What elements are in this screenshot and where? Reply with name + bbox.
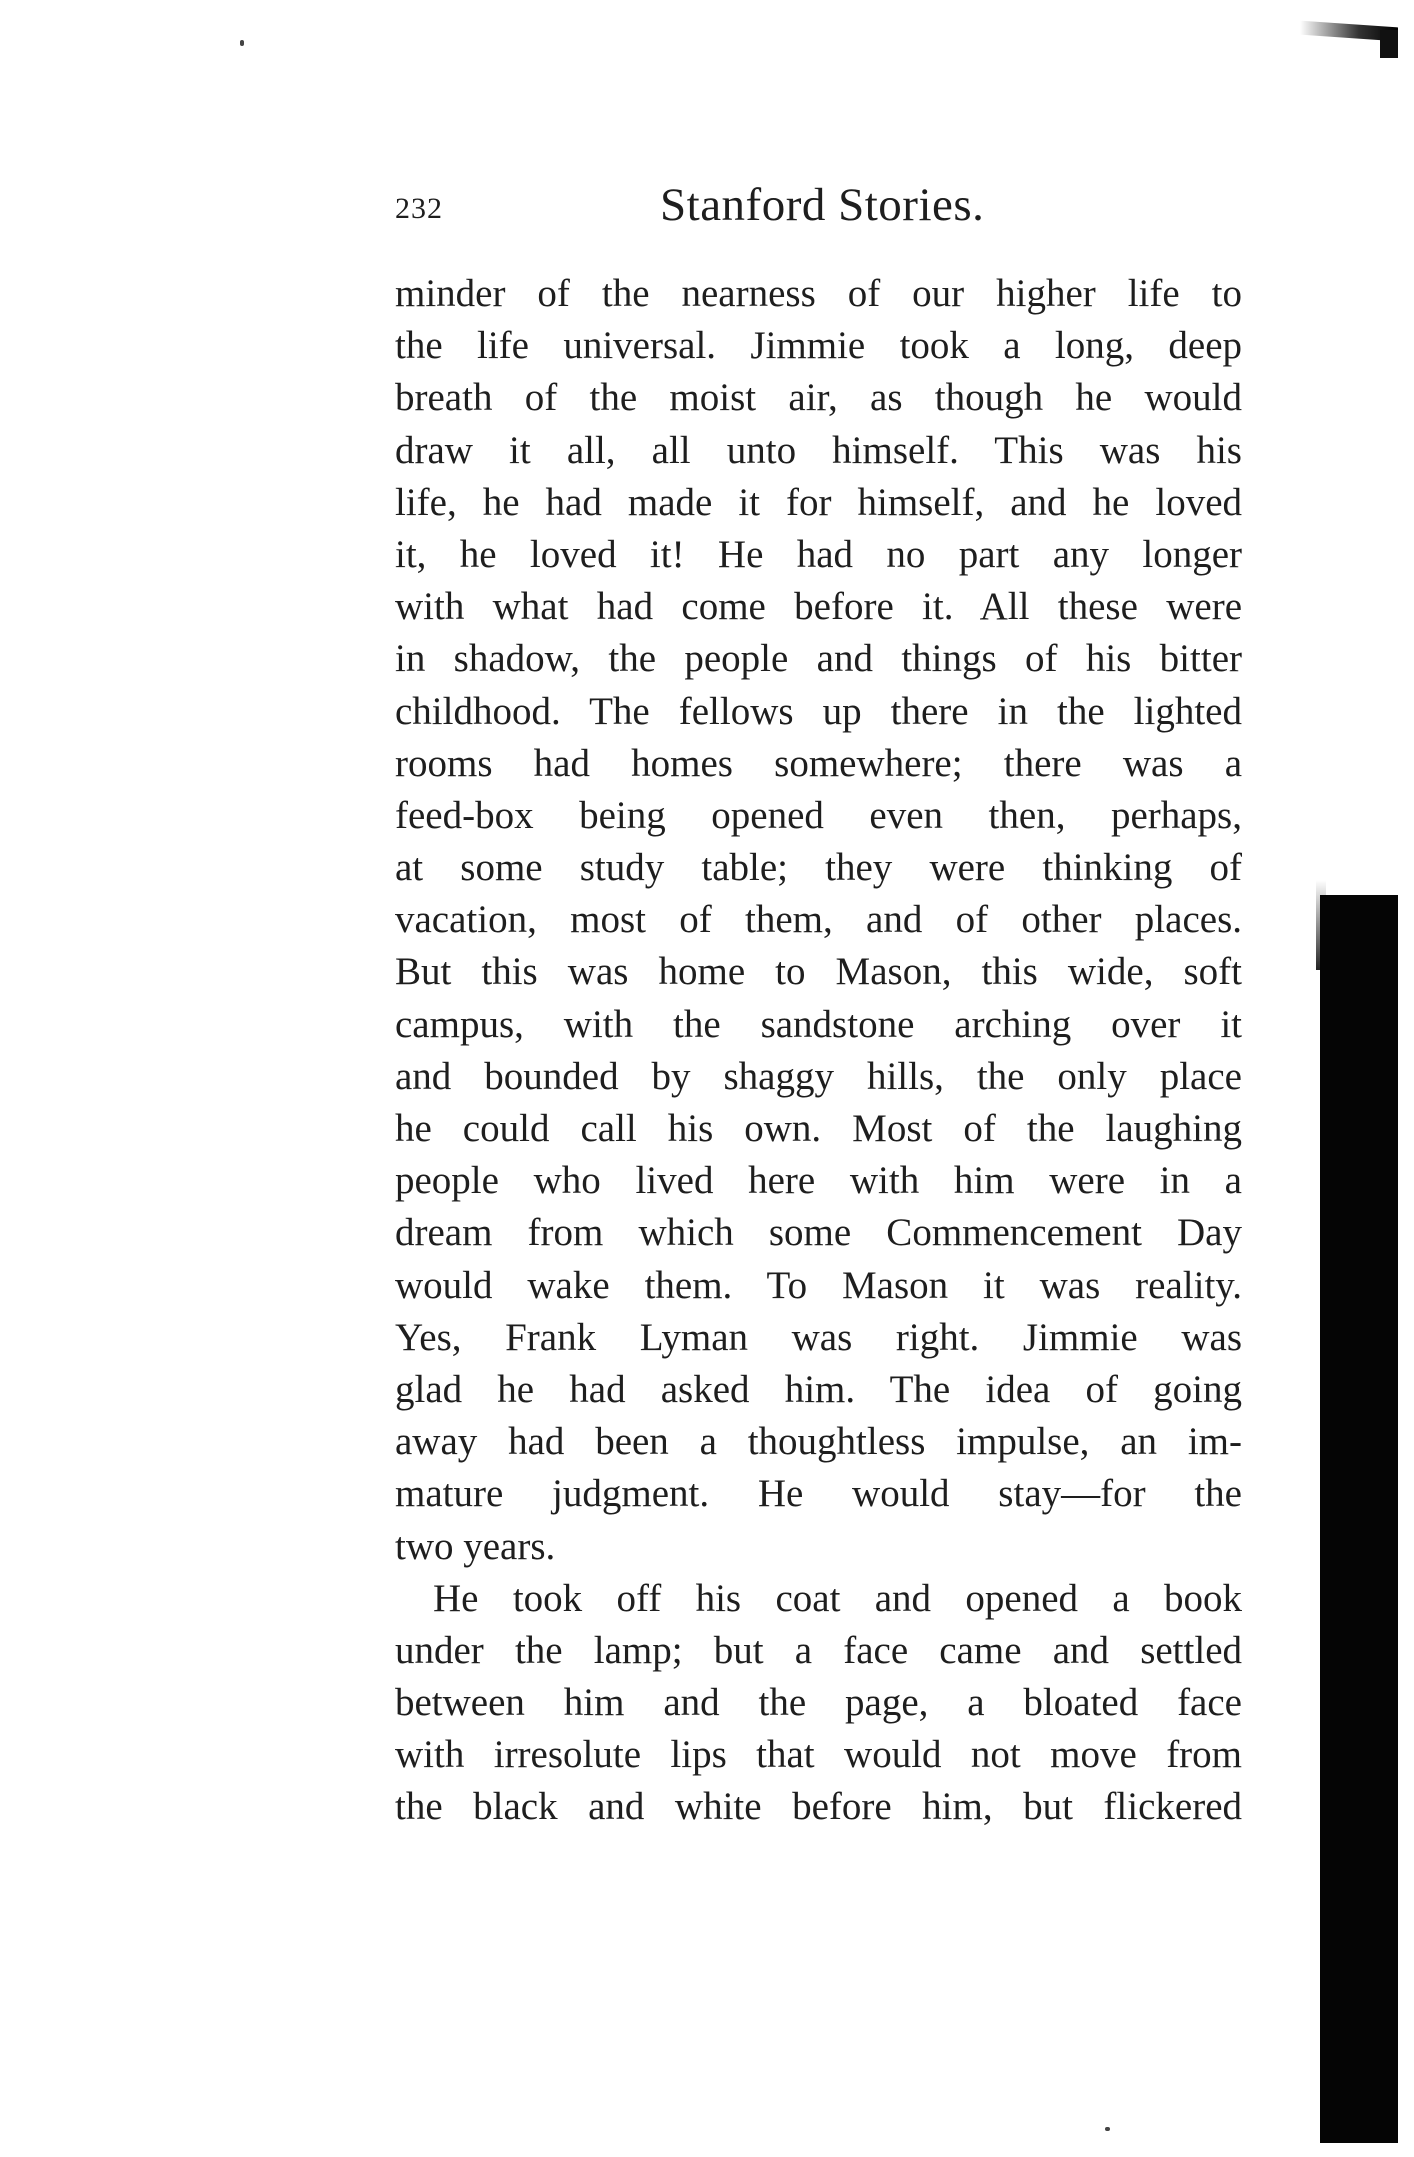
scan-corner-shadow — [1380, 30, 1398, 58]
text-line: people who lived here with him were in a — [395, 1159, 1242, 1203]
text-line: draw it all, all unto himself. This was his — [395, 428, 1242, 472]
text-line: feed-box being opened even then, perhaps, — [395, 793, 1242, 837]
text-line: would wake them. To Mason it was reality. — [395, 1263, 1242, 1307]
text-line: between him and the page, a bloated face — [395, 1681, 1242, 1725]
running-title: Stanford Stories. — [660, 179, 985, 231]
text-line: under the lamp; but a face came and settled — [395, 1628, 1242, 1672]
scan-edge-shadow — [1320, 895, 1398, 2143]
text-line: breath of the moist air, as though he would — [395, 376, 1242, 420]
text-line: dream from which some Commencement Day — [395, 1211, 1242, 1255]
text-line: and bounded by shaggy hills, the only place — [395, 1054, 1242, 1098]
body-text — [395, 268, 1242, 1834]
text-line: campus, with the sandstone arching over it — [395, 1002, 1242, 1046]
text-line: he could call his own. Most of the laughing — [395, 1107, 1242, 1150]
text-line: minder of the nearness of our higher life to — [395, 272, 1242, 315]
text-line: with irresolute lips that would not move from — [395, 1733, 1242, 1777]
text-line: He took off his coat and opened a book — [433, 1576, 1242, 1620]
text-line: But this was home to Mason, this wide, soft — [395, 950, 1242, 994]
text-line: vacation, most of them, and of other places. — [395, 898, 1242, 942]
text-line: the life universal. Jimmie took a long, deep — [395, 324, 1242, 368]
text-line: away had been a thoughtless impulse, an im- — [395, 1420, 1242, 1464]
text-line: life, he had made it for himself, and he loved — [395, 480, 1242, 524]
text-line: at some study table; they were thinking of — [395, 846, 1242, 890]
text-line: glad he had asked him. The idea of going — [395, 1367, 1242, 1411]
text-line: it, he loved it! He had no part any longer — [395, 532, 1242, 576]
text-line: two years. — [395, 1524, 556, 1568]
scan-speck — [1105, 2127, 1110, 2131]
text-line: rooms had homes somewhere; there was a — [395, 741, 1242, 785]
page-header — [395, 178, 1250, 258]
scan-speck — [240, 40, 244, 46]
text-line: in shadow, the people and things of his bitter — [395, 637, 1242, 681]
text-line: childhood. The fellows up there in the lighted — [395, 689, 1242, 733]
text-line: mature judgment. He would stay—for the — [395, 1472, 1242, 1516]
text-line: Yes, Frank Lyman was right. Jimmie was — [395, 1315, 1242, 1359]
text-line: with what had come before it. All these were — [395, 585, 1242, 629]
text-line: the black and white before him, but flickered — [395, 1785, 1242, 1829]
page-number: 232 — [395, 192, 443, 225]
